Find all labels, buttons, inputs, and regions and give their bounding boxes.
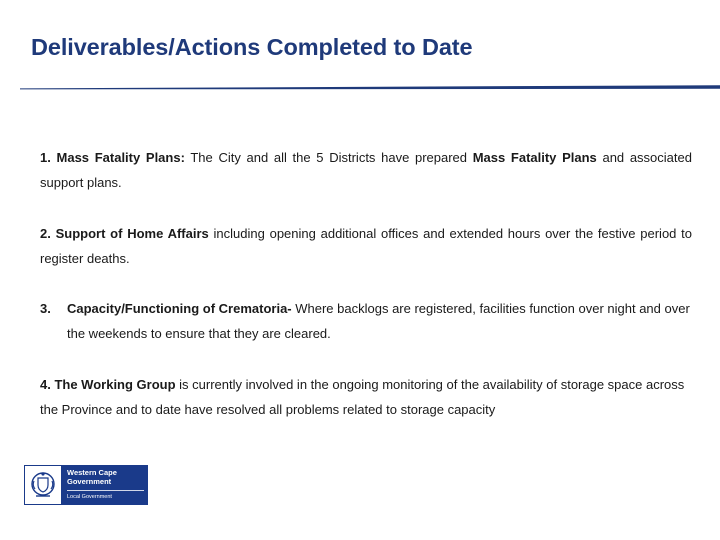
title-underline <box>20 82 720 92</box>
coat-of-arms-icon <box>24 465 62 505</box>
western-cape-government-logo <box>24 465 148 505</box>
list-item <box>40 221 692 271</box>
list-item <box>40 296 692 346</box>
logo-wordmark <box>62 465 148 505</box>
item-number: 3. <box>40 301 51 316</box>
item-lead: 4. The Working Group <box>40 377 176 392</box>
item-lead: 1. Mass Fatality Plans: <box>40 150 185 165</box>
logo-divider <box>67 490 144 491</box>
item-emphasis: Mass Fatality Plans <box>472 150 597 165</box>
item-text: Where backlogs are registered, facilities function over night and over the weekends to ensure that they are cleared. <box>67 301 690 341</box>
deliverables-list <box>40 145 692 422</box>
item-text: including opening additional offices and extended hours over the festive period to register deaths. <box>40 226 692 266</box>
slide-title: Deliverables/Actions Completed to Date <box>31 34 473 60</box>
item-text: and associated support plans. <box>40 150 692 190</box>
list-item <box>40 372 692 422</box>
item-lead: Capacity/Functioning of Crematoria- <box>67 301 292 316</box>
logo-line-2: Government <box>67 477 112 486</box>
logo-line-3: Local Government <box>67 494 112 500</box>
logo-line-1: Western Cape <box>67 468 117 477</box>
item-text: is currently involved in the ongoing monitoring of the availability of storage space across the Province and to date have resolved all problems related to storage capacity <box>40 377 685 417</box>
item-lead: 2. Support of Home Affairs <box>40 226 209 241</box>
list-item <box>40 145 692 195</box>
item-text: The City and all the 5 Districts have prepared <box>184 150 473 165</box>
